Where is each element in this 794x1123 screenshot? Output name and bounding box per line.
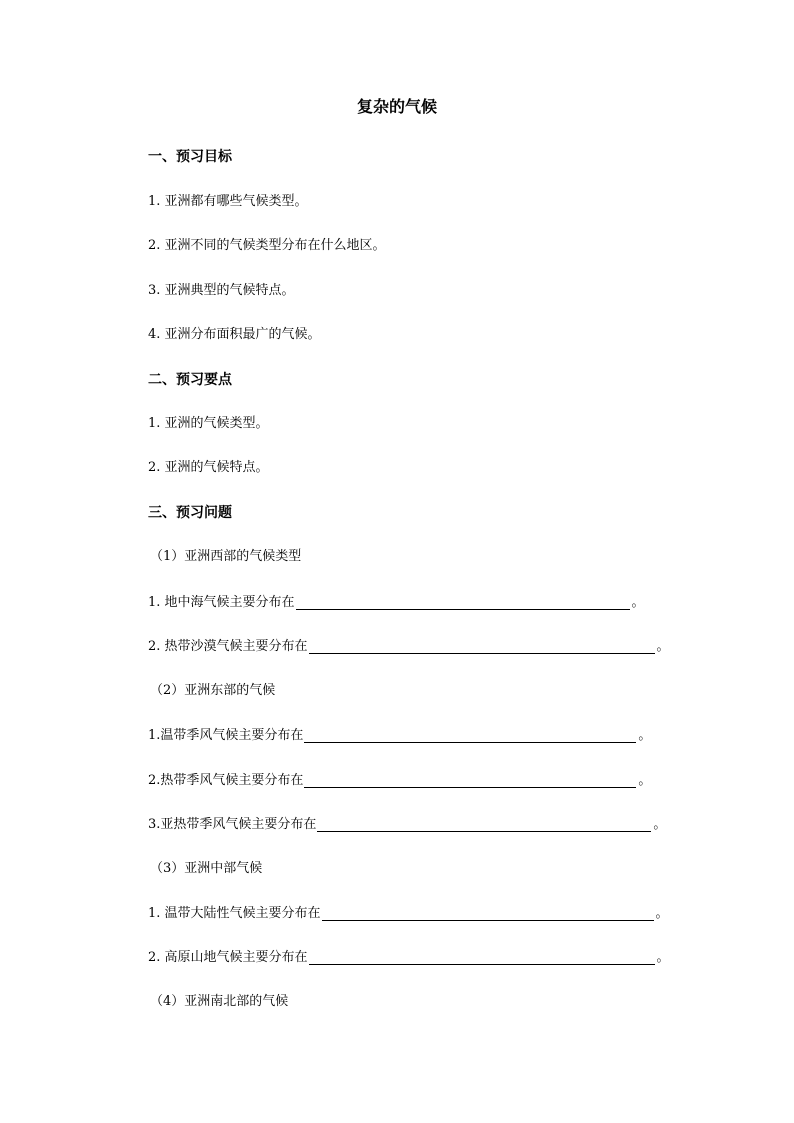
question-row	[148, 815, 666, 835]
answer-blank[interactable]	[317, 817, 651, 832]
keypoint-item: 1. 亚洲的气候类型。	[148, 416, 269, 431]
subsection-central: （3）亚洲中部气候	[150, 861, 263, 876]
period-mark: 。	[638, 728, 652, 743]
subsection-west: （1）亚洲西部的气候类型	[150, 549, 302, 564]
question-row	[148, 637, 670, 657]
question-label: 2. 热带沙漠气候主要分布在	[148, 639, 308, 654]
goal-item: 2. 亚洲不同的气候类型分布在什么地区。	[148, 238, 386, 253]
question-row	[148, 593, 645, 613]
period-mark: 。	[656, 639, 670, 654]
goal-item: 4. 亚洲分布面积最广的气候。	[148, 327, 321, 342]
section-heading-keypoints: 二、预习要点	[148, 372, 232, 388]
question-label: 2. 高原山地气候主要分布在	[148, 950, 308, 965]
question-row	[148, 771, 651, 791]
answer-blank[interactable]	[304, 773, 636, 788]
section-heading-goals: 一、预习目标	[148, 149, 232, 165]
answer-blank[interactable]	[322, 906, 654, 921]
question-row	[148, 904, 669, 924]
question-label: 2.热带季风气候主要分布在	[148, 773, 304, 788]
subsection-east: （2）亚洲东部的气候	[150, 683, 276, 698]
answer-blank[interactable]	[309, 639, 655, 654]
question-label: 1.温带季风气候主要分布在	[148, 728, 304, 743]
section-heading-questions: 三、预习问题	[148, 505, 232, 521]
question-row	[148, 948, 670, 968]
period-mark: 。	[653, 817, 667, 832]
period-mark: 。	[638, 773, 652, 788]
period-mark: 。	[655, 906, 669, 921]
question-row	[148, 726, 651, 746]
page-title: 复杂的气候	[356, 97, 437, 116]
answer-blank[interactable]	[309, 950, 655, 965]
question-label: 1. 温带大陆性气候主要分布在	[148, 906, 321, 921]
goal-item: 3. 亚洲典型的气候特点。	[148, 283, 295, 298]
period-mark: 。	[631, 595, 645, 610]
subsection-north-south: （4）亚洲南北部的气候	[150, 994, 289, 1009]
answer-blank[interactable]	[304, 728, 636, 743]
keypoint-item: 2. 亚洲的气候特点。	[148, 460, 269, 475]
answer-blank[interactable]	[296, 595, 630, 610]
goal-item: 1. 亚洲都有哪些气候类型。	[148, 194, 308, 209]
question-label: 3.亚热带季风气候主要分布在	[148, 817, 317, 832]
question-label: 1. 地中海气候主要分布在	[148, 595, 295, 610]
period-mark: 。	[656, 950, 670, 965]
